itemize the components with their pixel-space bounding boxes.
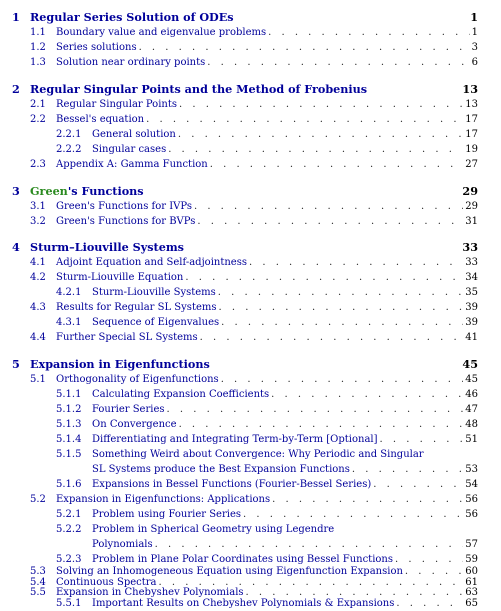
subsection-number: 5.1.3 bbox=[56, 419, 82, 430]
subsection-title[interactable]: Singular cases bbox=[92, 144, 167, 155]
dot-leader bbox=[272, 494, 463, 505]
section-number: 3.2 bbox=[30, 216, 46, 227]
toc-section[interactable] bbox=[30, 272, 478, 283]
toc-section[interactable] bbox=[30, 566, 478, 577]
toc-section[interactable] bbox=[30, 216, 478, 227]
subsection-number: 5.1.6 bbox=[56, 479, 82, 490]
section-page: 41 bbox=[465, 332, 478, 343]
section-title[interactable]: Series solutions bbox=[56, 42, 137, 53]
section-title[interactable]: Green's Functions for IVPs bbox=[56, 201, 192, 212]
subsection-title[interactable]: Fourier Series bbox=[92, 404, 165, 415]
section-number: 4.1 bbox=[30, 257, 46, 268]
toc-chapter-1[interactable] bbox=[12, 10, 478, 24]
toc-section[interactable] bbox=[30, 159, 478, 170]
subsection-title[interactable]: Something Weird about Convergence: Why Periodic and Singular bbox=[92, 449, 424, 460]
subsection-number: 5.5.1 bbox=[56, 598, 82, 609]
chapter-page: 1 bbox=[470, 10, 478, 24]
toc-subsection-first-line[interactable] bbox=[56, 449, 424, 460]
subsection-number: 2.2.1 bbox=[56, 129, 82, 140]
section-page: 6 bbox=[471, 57, 478, 68]
toc-chapter-2[interactable] bbox=[12, 82, 478, 96]
dot-leader bbox=[352, 464, 463, 475]
section-number: 1.2 bbox=[30, 42, 46, 53]
toc-subsection[interactable] bbox=[56, 144, 478, 155]
subsection-page: 51 bbox=[465, 434, 478, 445]
dot-leader bbox=[139, 42, 470, 53]
section-number: 4.2 bbox=[30, 272, 46, 283]
dot-leader bbox=[271, 389, 463, 400]
toc-chapter-4[interactable] bbox=[12, 240, 478, 254]
section-title[interactable]: Solution near ordinary points bbox=[56, 57, 206, 68]
toc-section[interactable] bbox=[30, 302, 478, 313]
dot-leader bbox=[167, 404, 464, 415]
section-number: 5.3 bbox=[30, 566, 46, 577]
section-page: 45 bbox=[465, 374, 478, 385]
toc-subsection[interactable] bbox=[56, 554, 478, 565]
subsection-number: 5.2.2 bbox=[56, 524, 82, 535]
toc-section[interactable] bbox=[30, 587, 478, 598]
subsection-page: 46 bbox=[465, 389, 478, 400]
chapter-title[interactable]: Expansion in Eigenfunctions bbox=[30, 357, 210, 371]
toc-subsection[interactable] bbox=[56, 419, 478, 430]
toc-subsection[interactable] bbox=[92, 464, 478, 475]
toc-subsection[interactable] bbox=[56, 434, 478, 445]
subsection-title-continued[interactable]: SL Systems produce the Best Expansion Functions bbox=[92, 464, 350, 475]
subsection-title[interactable]: Problem in Plane Polar Coordinates using Bessel Functions bbox=[92, 554, 393, 565]
toc-section[interactable] bbox=[30, 42, 478, 53]
subsection-title[interactable]: Calculating Expansion Coefficients bbox=[92, 389, 270, 400]
toc-section[interactable] bbox=[30, 257, 478, 268]
dot-leader bbox=[194, 201, 463, 212]
chapter-title-green-part: Green bbox=[30, 184, 68, 198]
subsection-number: 5.1.4 bbox=[56, 434, 82, 445]
subsection-page: 65 bbox=[465, 598, 478, 609]
dot-leader bbox=[395, 554, 463, 565]
dot-leader bbox=[207, 57, 469, 68]
section-page: 56 bbox=[465, 494, 478, 505]
toc-section[interactable] bbox=[30, 114, 478, 125]
section-page: 60 bbox=[465, 566, 478, 577]
toc-section[interactable] bbox=[30, 57, 478, 68]
subsection-page: 56 bbox=[465, 509, 478, 520]
toc-subsection[interactable] bbox=[56, 389, 478, 400]
dot-leader bbox=[146, 114, 463, 125]
section-title[interactable]: Further Special SL Systems bbox=[56, 332, 198, 343]
section-number: 4.3 bbox=[30, 302, 46, 313]
section-title[interactable]: Orthogonality of Eigenfunctions bbox=[56, 374, 219, 385]
toc-section[interactable] bbox=[30, 577, 478, 588]
section-number: 2.1 bbox=[30, 99, 46, 110]
subsection-title[interactable]: Problem in Spherical Geometry using Legendre bbox=[92, 524, 335, 535]
dot-leader bbox=[405, 566, 463, 577]
chapter-number: 2 bbox=[12, 82, 20, 96]
subsection-title[interactable]: Expansions in Bessel Functions (Fourier-Bessel Series) bbox=[92, 479, 372, 490]
subsection-title-continued[interactable]: Polynomials bbox=[92, 539, 153, 550]
dot-leader bbox=[249, 257, 463, 268]
toc-subsection[interactable] bbox=[56, 129, 478, 140]
chapter-title[interactable]: Regular Series Solution of ODEs bbox=[30, 10, 234, 24]
toc-subsection[interactable] bbox=[56, 598, 478, 609]
section-title[interactable]: Adjoint Equation and Self-adjointness bbox=[56, 257, 247, 268]
subsection-number: 4.3.1 bbox=[56, 317, 82, 328]
section-number: 2.2 bbox=[30, 114, 46, 125]
toc-subsection[interactable] bbox=[56, 404, 478, 415]
subsection-page: 57 bbox=[465, 539, 478, 550]
dot-leader bbox=[185, 272, 463, 283]
chapter-page: 45 bbox=[462, 357, 478, 371]
subsection-page: 19 bbox=[465, 144, 478, 155]
chapter-number: 4 bbox=[12, 240, 20, 254]
subsection-page: 39 bbox=[465, 317, 478, 328]
section-title[interactable]: Continuous Spectra bbox=[56, 576, 157, 588]
section-page: 3 bbox=[471, 42, 478, 53]
dot-leader bbox=[380, 434, 464, 445]
dot-leader bbox=[219, 302, 464, 313]
section-title[interactable]: Expansion in Chebyshev Polynomials bbox=[56, 587, 244, 599]
dot-leader bbox=[243, 509, 463, 520]
chapter-page: 13 bbox=[462, 82, 478, 96]
toc-subsection[interactable] bbox=[92, 539, 478, 550]
chapter-title[interactable]: Regular Singular Points and the Method of Frobenius bbox=[30, 82, 368, 96]
section-number: 2.3 bbox=[30, 159, 46, 170]
subsection-page: 48 bbox=[465, 419, 478, 430]
toc-section[interactable] bbox=[30, 374, 478, 385]
subsection-title[interactable]: Sequence of Eigenvalues bbox=[92, 317, 220, 328]
section-page: 13 bbox=[465, 99, 478, 110]
toc-section[interactable] bbox=[30, 27, 478, 38]
subsection-title[interactable]: Sturm-Liouville Systems bbox=[92, 287, 216, 298]
dot-leader bbox=[179, 419, 464, 430]
section-page: 39 bbox=[465, 302, 478, 313]
subsection-title[interactable]: General solution bbox=[92, 129, 176, 140]
subsection-title[interactable]: Important Results on Chebyshev Polynomials & Expansions bbox=[92, 598, 395, 609]
section-title[interactable]: Results for Regular SL Systems bbox=[56, 302, 217, 313]
section-title[interactable]: Solving an Inhomogeneous Equation using Eigenfunction Expansion bbox=[56, 566, 403, 577]
toc-subsection[interactable] bbox=[56, 479, 478, 490]
section-title[interactable]: Sturm-Liouville Equation bbox=[56, 272, 184, 283]
subsection-number: 5.1.2 bbox=[56, 404, 82, 415]
subsection-page: 53 bbox=[465, 464, 478, 475]
section-page: 31 bbox=[465, 216, 478, 227]
dot-leader bbox=[268, 27, 470, 38]
dot-leader bbox=[218, 287, 463, 298]
toc-section[interactable] bbox=[30, 494, 478, 505]
toc-section[interactable] bbox=[30, 201, 478, 212]
section-number: 5.1 bbox=[30, 374, 46, 385]
subsection-page: 54 bbox=[465, 479, 478, 490]
toc-subsection-first-line[interactable] bbox=[56, 524, 334, 535]
toc-subsection[interactable] bbox=[56, 287, 478, 298]
section-title[interactable]: Regular Singular Points bbox=[56, 99, 177, 110]
subsection-number: 5.2.1 bbox=[56, 509, 82, 520]
section-number: 5.4 bbox=[30, 576, 46, 588]
chapter-number: 3 bbox=[12, 184, 20, 198]
chapter-number: 1 bbox=[12, 10, 20, 24]
subsection-number: 5.1.1 bbox=[56, 389, 82, 400]
chapter-title[interactable] bbox=[30, 184, 144, 198]
section-number: 3.1 bbox=[30, 201, 46, 212]
subsection-title[interactable]: Problem using Fourier Series bbox=[92, 509, 242, 520]
dot-leader bbox=[396, 598, 463, 609]
section-number: 4.4 bbox=[30, 332, 46, 343]
chapter-page: 33 bbox=[462, 240, 478, 254]
section-page: 27 bbox=[465, 159, 478, 170]
dot-leader bbox=[373, 479, 463, 490]
dot-leader bbox=[178, 129, 463, 140]
subsection-number: 2.2.2 bbox=[56, 144, 82, 155]
dot-leader bbox=[159, 577, 464, 588]
chapter-title-rest: 's Functions bbox=[67, 184, 144, 198]
section-page: 63 bbox=[465, 587, 478, 599]
section-number: 5.2 bbox=[30, 494, 46, 505]
chapter-title[interactable]: Sturm–Liouville Systems bbox=[30, 240, 184, 254]
dot-leader bbox=[210, 159, 464, 170]
section-number: 5.5 bbox=[30, 587, 46, 599]
toc-subsection[interactable] bbox=[56, 509, 478, 520]
section-number: 1.1 bbox=[30, 27, 46, 38]
dot-leader bbox=[246, 587, 464, 598]
dot-leader bbox=[168, 144, 463, 155]
section-title[interactable]: Appendix A: Gamma Function bbox=[56, 159, 208, 170]
toc-subsection[interactable] bbox=[56, 317, 478, 328]
dot-leader bbox=[200, 332, 464, 343]
subsection-title[interactable]: On Convergence bbox=[92, 419, 177, 430]
section-page: 29 bbox=[465, 201, 478, 212]
section-number: 1.3 bbox=[30, 57, 46, 68]
toc-chapter-5[interactable] bbox=[12, 357, 478, 371]
subsection-page: 35 bbox=[465, 287, 478, 298]
section-page: 34 bbox=[465, 272, 478, 283]
subsection-number: 5.2.3 bbox=[56, 554, 82, 565]
section-title[interactable]: Green's Functions for BVPs bbox=[56, 216, 196, 227]
section-title[interactable]: Bessel's equation bbox=[56, 114, 145, 125]
dot-leader bbox=[179, 99, 463, 110]
subsection-page: 47 bbox=[465, 404, 478, 415]
section-page: 33 bbox=[465, 257, 478, 268]
dot-leader bbox=[197, 216, 463, 227]
section-title[interactable]: Expansion in Eigenfunctions: Applications bbox=[56, 494, 271, 505]
toc-chapter-3[interactable] bbox=[12, 184, 478, 198]
subsection-number: 4.2.1 bbox=[56, 287, 82, 298]
section-page: 1 bbox=[471, 27, 478, 38]
chapter-number: 5 bbox=[12, 357, 20, 371]
toc-section[interactable] bbox=[30, 99, 478, 110]
toc-section[interactable] bbox=[30, 332, 478, 343]
subsection-number: 5.1.5 bbox=[56, 449, 82, 460]
subsection-title[interactable]: Differentiating and Integrating Term-by-Term [Optional] bbox=[92, 434, 378, 445]
subsection-page: 59 bbox=[465, 554, 478, 565]
subsection-page: 17 bbox=[465, 129, 478, 140]
dot-leader bbox=[221, 317, 463, 328]
chapter-page: 29 bbox=[462, 184, 478, 198]
dot-leader bbox=[155, 539, 464, 550]
dot-leader bbox=[221, 374, 464, 385]
section-title[interactable]: Boundary value and eigenvalue problems bbox=[56, 27, 267, 38]
section-page: 61 bbox=[465, 576, 478, 588]
section-page: 17 bbox=[465, 114, 478, 125]
